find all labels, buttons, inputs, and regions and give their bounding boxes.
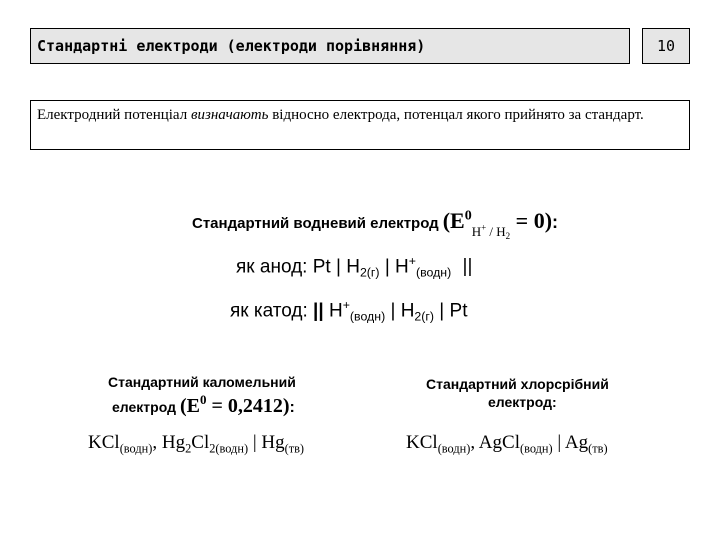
anode-h-ion: H	[395, 256, 409, 278]
anode-label: як анод:	[236, 256, 308, 278]
cathode-line	[230, 298, 467, 324]
chloride-agcl: , AgCl	[470, 432, 520, 453]
calomel-cl-sub: 2(водн)	[209, 441, 249, 456]
hydrogen-heading	[192, 208, 559, 242]
calomel-e-symbol: (E	[179, 394, 200, 417]
anode-h-ion-sup: +	[408, 254, 416, 268]
anode-pt: Pt	[312, 256, 331, 278]
chloride-agcl-sub: (водн)	[519, 441, 553, 456]
chloride-title-1: Стандартний хлорсрібний	[426, 376, 609, 392]
description-box	[30, 100, 690, 150]
calomel-title-1: Стандартний каломельний	[108, 374, 296, 390]
cathode-h2-sub: 2(г)	[414, 309, 435, 324]
chloride-ag-sub: (тв)	[588, 441, 608, 456]
hydrogen-e-sup: 0	[464, 208, 472, 224]
chloride-kcl: KCl	[406, 432, 438, 453]
calomel-title-2: електрод	[112, 398, 176, 415]
anode-bar-1: |	[335, 256, 341, 278]
description-text-2: відносно електрода, потенцал якого прийнято за стандарт.	[268, 107, 644, 123]
chloride-title-2: електрод:	[488, 394, 557, 410]
chloride-formula	[406, 432, 608, 456]
description-emphasis: визначають	[190, 107, 269, 123]
hydrogen-e-value: = 0)	[510, 208, 553, 233]
slide-title-text: Стандартні електроди (електроди порівняння)	[37, 37, 426, 55]
anode-h-ion-sub: (водн)	[415, 265, 452, 280]
hydrogen-e-symbol: (E	[442, 208, 465, 233]
page-number-text: 10	[656, 37, 676, 55]
hydrogen-e-sub-slash: / H	[486, 224, 506, 239]
calomel-cl: Cl	[191, 432, 210, 453]
cathode-bar-1: |	[390, 300, 396, 322]
cathode-h-ion: H	[328, 300, 343, 322]
cathode-bar-2: |	[439, 300, 445, 322]
calomel-kcl: KCl	[88, 432, 120, 453]
page-number	[642, 28, 690, 64]
cathode-h2: H	[400, 300, 415, 322]
calomel-e-rest: = 0,2412)	[206, 394, 290, 417]
anode-h2-sub: 2(г)	[359, 265, 380, 280]
description-text-1: Електродний потенціал	[37, 107, 191, 123]
hydrogen-title: Стандартний водневий електрод	[192, 215, 439, 232]
calomel-hg-sub: 2	[185, 441, 192, 456]
hydrogen-e-sub-2: 2	[505, 231, 511, 242]
calomel-colon: :	[289, 398, 295, 416]
anode-double-bar: ||	[462, 256, 473, 278]
hydrogen-e-sub-plus: +	[481, 222, 487, 233]
anode-line	[236, 254, 472, 280]
cathode-double-bar: ||	[313, 300, 324, 322]
calomel-hg: , Hg	[152, 432, 186, 453]
calomel-kcl-sub: (водн)	[119, 441, 153, 456]
hydrogen-e-sub-h: H	[471, 224, 482, 239]
chloride-ag: | Ag	[552, 432, 589, 453]
anode-h2: H	[346, 256, 360, 278]
calomel-e-sup: 0	[199, 392, 207, 407]
hydrogen-colon: :	[552, 212, 559, 232]
slide-title	[30, 28, 630, 64]
cathode-h-ion-sub: (водн)	[349, 309, 386, 324]
cathode-pt: Pt	[449, 300, 468, 322]
calomel-heading	[112, 392, 295, 418]
chloride-kcl-sub: (водн)	[437, 441, 471, 456]
calomel-formula	[88, 432, 304, 456]
anode-bar-2: |	[384, 256, 390, 278]
calomel-hg-tv: | Hg	[248, 432, 285, 453]
cathode-h-ion-sup: +	[342, 298, 350, 312]
calomel-hg-tv-sub: (тв)	[284, 441, 305, 456]
cathode-label: як катод:	[230, 300, 308, 322]
